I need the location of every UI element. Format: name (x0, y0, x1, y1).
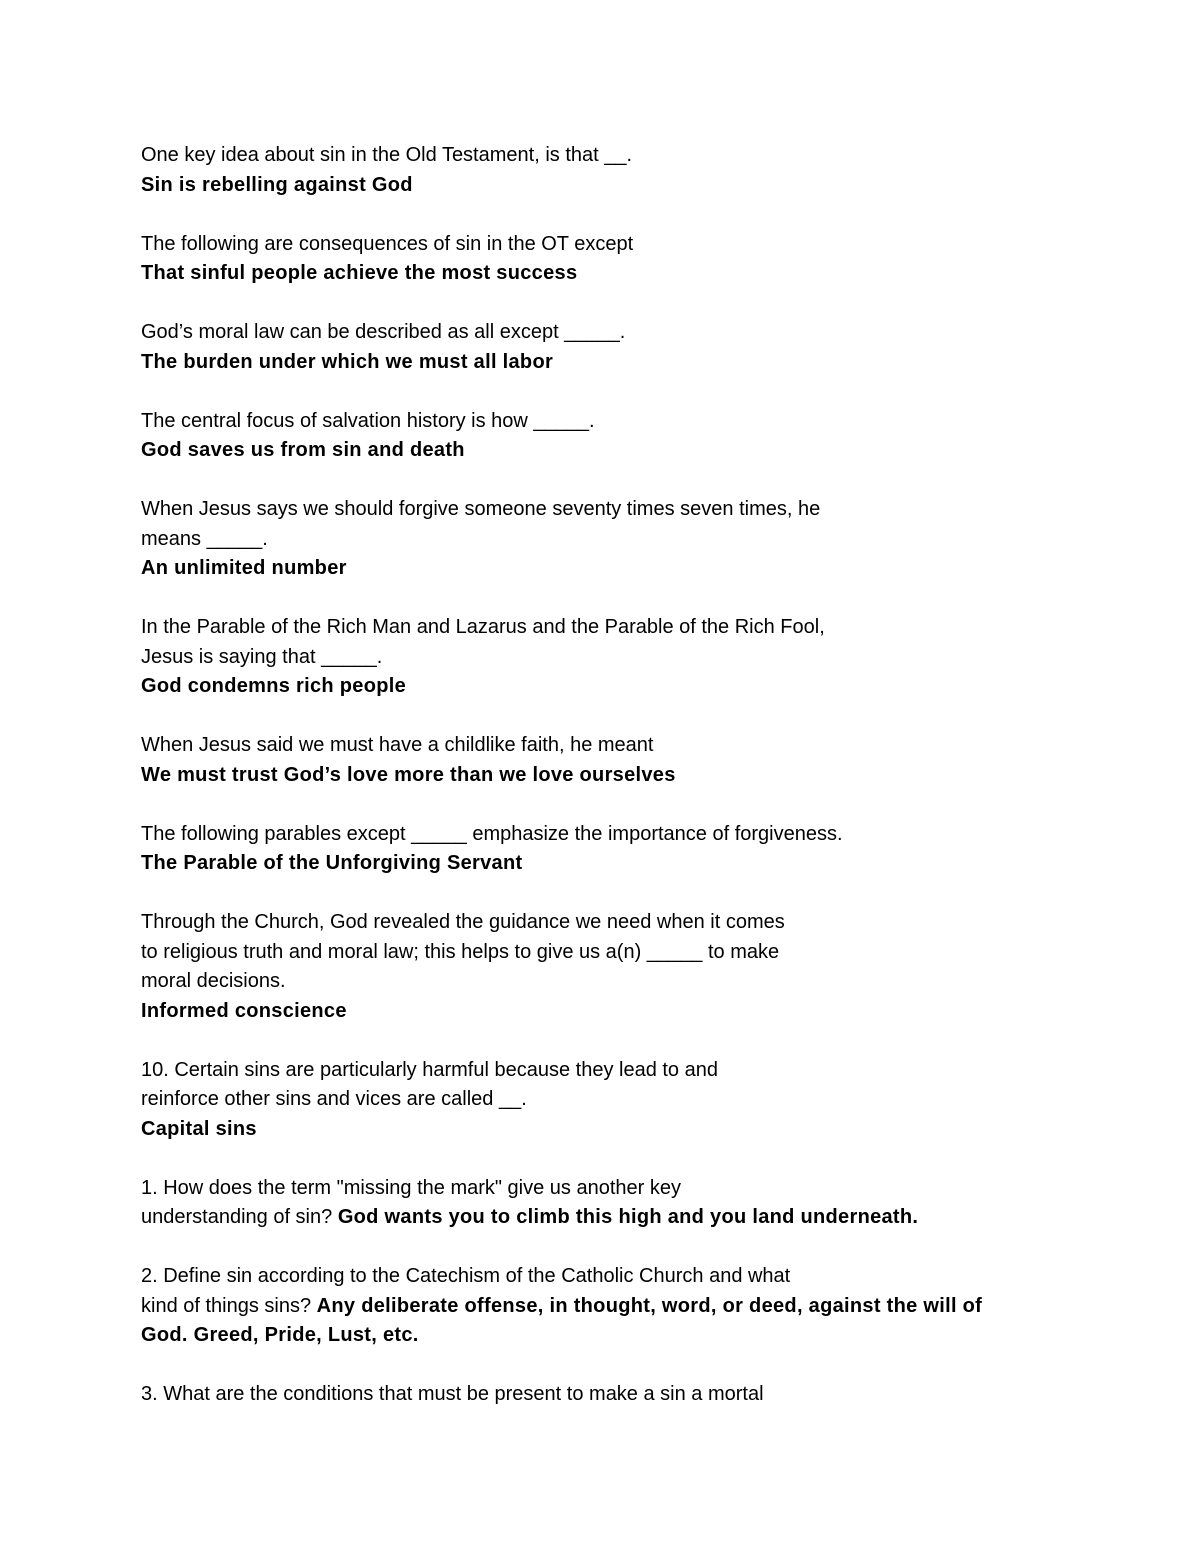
question-text: God’s moral law can be described as all except _____. (141, 321, 626, 343)
answer-text: The Parable of the Unforgiving Servant (141, 852, 523, 874)
answer-text: God wants you to climb this high and you land underneath. (337, 1206, 919, 1228)
question-block-8 (141, 820, 1071, 879)
short-answer-block-2 (141, 1262, 1071, 1351)
question-text: Through the Church, God revealed the guidance we need when it comes (141, 911, 785, 933)
question-block-2 (141, 230, 1071, 289)
question-text: 2. Define sin according to the Catechism of the Catholic Church and what (141, 1265, 791, 1287)
question-text: understanding of sin? (141, 1206, 338, 1228)
question-text: The following parables except _____ emphasize the importance of forgiveness. (141, 822, 843, 845)
question-text: The central focus of salvation history is how _____. (141, 409, 595, 432)
short-answer-block-1 (141, 1174, 1071, 1233)
question-text: The following are consequences of sin in the OT except (141, 232, 634, 255)
question-block-7 (141, 731, 1071, 790)
question-block-3 (141, 318, 1071, 377)
short-answer-block-3 (141, 1380, 1071, 1410)
question-text: When Jesus says we should forgive someone seventy times seven times, he (141, 498, 821, 520)
question-text: to religious truth and moral law; this helps to give us a(n) _____ to make (141, 940, 780, 963)
answer-text: The burden under which we must all labor (141, 350, 554, 373)
answer-text: Informed conscience (141, 999, 347, 1022)
question-text: Jesus is saying that _____. (141, 645, 383, 668)
question-block-10 (141, 1056, 1071, 1145)
question-block-4 (141, 407, 1071, 466)
question-text: means _____. (141, 527, 268, 550)
question-block-9 (141, 908, 1071, 1026)
question-text: kind of things sins? (141, 1294, 317, 1317)
question-text: One key idea about sin in the Old Testament, is that __. (141, 144, 633, 166)
question-text: moral decisions. (141, 970, 286, 992)
question-block-6 (141, 613, 1071, 702)
question-text: reinforce other sins and vices are called __. (141, 1088, 527, 1110)
document-body (141, 141, 1071, 1439)
question-text: 10. Certain sins are particularly harmful because they lead to and (141, 1058, 718, 1081)
answer-text: God. Greed, Pride, Lust, etc. (141, 1324, 419, 1346)
answer-text: Capital sins (141, 1117, 257, 1140)
question-block-5 (141, 495, 1071, 584)
answer-text: An unlimited number (141, 557, 347, 579)
answer-text: God condemns rich people (141, 675, 407, 697)
question-text: In the Parable of the Rich Man and Lazarus and the Parable of the Rich Fool, (141, 616, 825, 638)
question-block-1 (141, 141, 1071, 200)
question-text: 1. How does the term "missing the mark" give us another key (141, 1176, 681, 1199)
question-text: 3. What are the conditions that must be present to make a sin a mortal (141, 1383, 764, 1405)
answer-text: Sin is rebelling against God (141, 173, 413, 196)
question-text: When Jesus said we must have a childlike faith, he meant (141, 734, 654, 756)
answer-text: Any deliberate offense, in thought, word, or deed, against the will of (316, 1294, 983, 1317)
answer-text: God saves us from sin and death (141, 439, 465, 461)
answer-text: That sinful people achieve the most success (141, 262, 578, 284)
question-answer-line (141, 1292, 1071, 1322)
answer-text: We must trust God’s love more than we love ourselves (141, 763, 676, 786)
question-answer-line (141, 1203, 1071, 1233)
